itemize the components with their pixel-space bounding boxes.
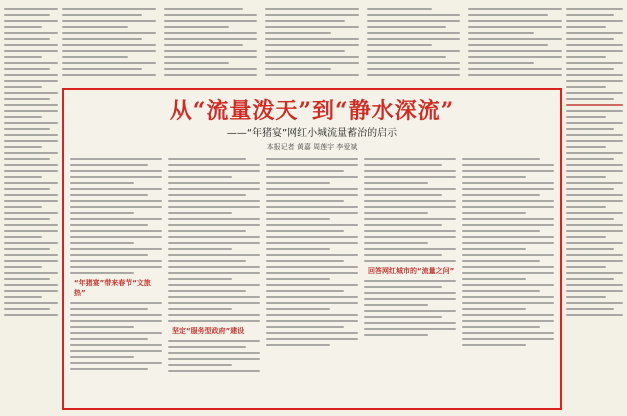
article-column: [462, 154, 554, 404]
right-column-text: [566, 4, 623, 412]
highlighted-article: [62, 88, 562, 410]
article-body: [70, 154, 554, 404]
left-column-text: [4, 4, 58, 412]
article-column: [266, 154, 358, 404]
article-byline: 本报记者 黄嘉 周莲宇 李爱斌: [266, 143, 358, 151]
section-title: “年猪宴”带来春节“文旅热”: [74, 279, 151, 297]
article-column: [70, 154, 162, 404]
article-column: [364, 154, 456, 404]
section-title: 坚定“服务型政府”建设: [172, 327, 245, 335]
section-title: 回答网红城市的“流量之问”: [368, 267, 455, 275]
article-subhead: ——“年猪宴”网红小城流量蓄治的启示: [226, 128, 398, 139]
top-text-block: [62, 4, 562, 84]
article-column: [168, 154, 260, 404]
article-headline: 从“流量泼天”到“静水深流”: [169, 98, 455, 124]
